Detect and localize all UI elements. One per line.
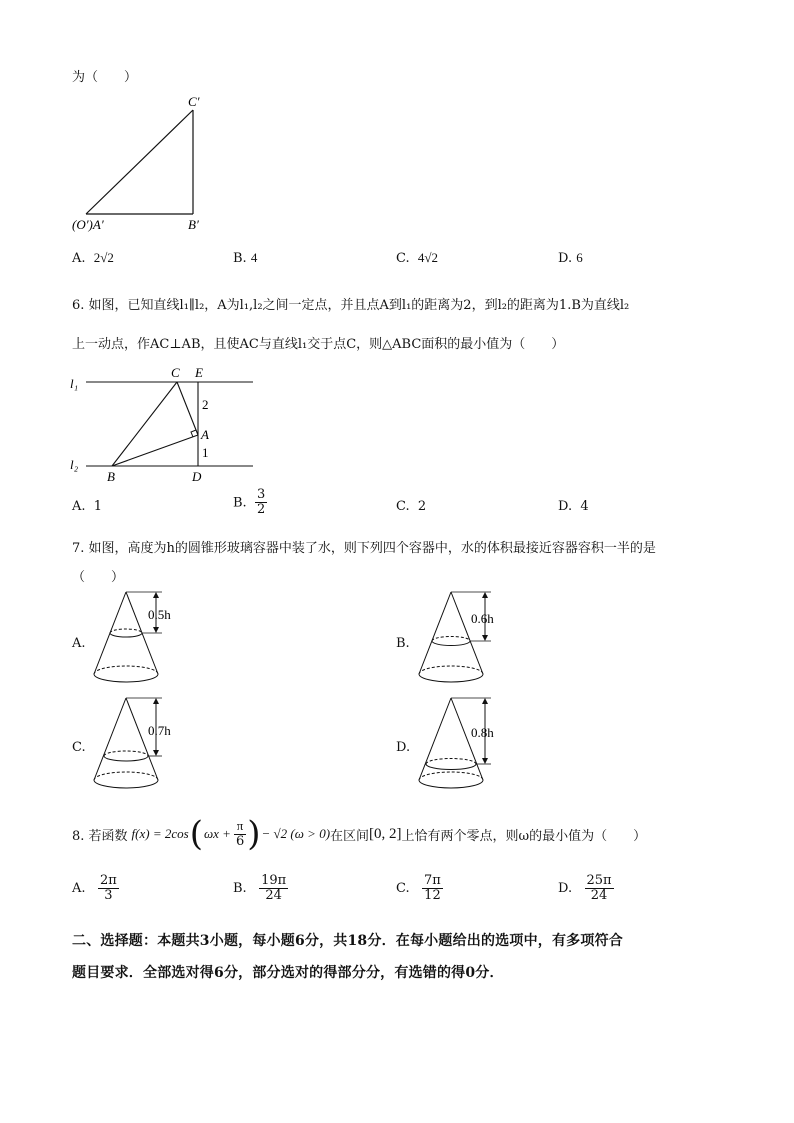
q5-option-a[interactable]: A. 2√2 (72, 250, 114, 266)
q6-label-one: 1 (202, 445, 209, 460)
q7-option-a[interactable]: A. (72, 636, 86, 651)
q7-label-c: 0.7h (148, 723, 171, 738)
q8-option-b[interactable]: B. $\frac{19\pi}{24}$ (233, 873, 287, 904)
q6-stem-line2: 上一动点，作AC⊥AB，且使AC与直线l₁交于点C，则△ABC面积的最小值为（ ） (72, 337, 565, 352)
q7-label-d: 0.8h (471, 725, 494, 740)
q6-label-c: C (171, 365, 180, 380)
q6-option-b[interactable]: B. $\frac{3}{2}$ (233, 487, 266, 518)
q6-option-a[interactable]: A. 1 (72, 499, 103, 514)
q5-option-d[interactable]: D. 6 (558, 250, 583, 266)
q5-option-c[interactable]: C. 4√2 (396, 250, 439, 266)
q6-label-d: D (192, 469, 202, 484)
q7-option-c[interactable]: C. (72, 740, 86, 755)
q6-parallel-lines-figure (60, 362, 270, 487)
q6-label-e: E (195, 365, 203, 380)
q6-option-c[interactable]: C. 2 (396, 499, 427, 514)
q7-cone-c (90, 692, 200, 802)
q5-triangle-figure (60, 92, 240, 242)
q8-option-a[interactable]: A. $\frac{2\pi}{3}$ (72, 873, 117, 904)
q6-label-b: B (107, 469, 115, 484)
q5-label-oa: (O′)A′ (72, 217, 104, 232)
q7-cone-a (90, 586, 200, 696)
q6-label-two: 2 (202, 397, 209, 412)
q7-cone-d (415, 692, 525, 802)
q6-label-a: A (201, 427, 209, 442)
q8-option-c[interactable]: C. $\frac{7\pi}{12}$ (396, 873, 441, 904)
q6-label-l2: l₂ (70, 457, 79, 472)
q5-option-b[interactable]: B. 4 (233, 250, 258, 266)
q7-stem-line2: （ ） (72, 570, 125, 585)
q5-label-b: B′ (188, 217, 199, 232)
q7-cone-b (415, 586, 525, 696)
section-2-heading-line2: 题目要求．全部选对得6分，部分选对的得部分分，有选错的得0分． (72, 965, 504, 981)
q7-option-b[interactable]: B. (396, 636, 410, 651)
q8-stem: 8. 若函数 f(x) = 2cos ( ωx + $\frac{\pi}{6}$ ) − √2 (ω > 0) 在区间 [0, 2] 上恰有两个零点，则ω的最小值为（ ） (72, 814, 647, 854)
q8-option-d[interactable]: D. $\frac{25\pi}{24}$ (558, 873, 612, 904)
q6-stem-line1: 6. 如图，已知直线l₁∥l₂，A为l₁,l₂之间一定点，并且点A到l₁的距离为2，到l₂的距离为1.B为直线l₂ (72, 298, 630, 313)
q7-stem-line1: 7. 如图，高度为h的圆锥形玻璃容器中装了水，则下列四个容器中，水的体积最接近容器容积一半的是 (72, 541, 656, 556)
q6-option-d[interactable]: D. 4 (558, 499, 589, 514)
q7-label-b: 0.6h (471, 611, 494, 626)
q5-tail: 为（ ） (72, 70, 138, 85)
q6-label-l1: l₁ (70, 376, 79, 391)
q7-option-d[interactable]: D. (396, 740, 411, 755)
q7-label-a: 0.5h (148, 607, 171, 622)
section-2-heading-line1: 二、选择题：本题共3小题，每小题6分，共18分．在每小题给出的选项中，有多项符合 (72, 933, 623, 949)
q5-label-c: C′ (188, 94, 200, 109)
